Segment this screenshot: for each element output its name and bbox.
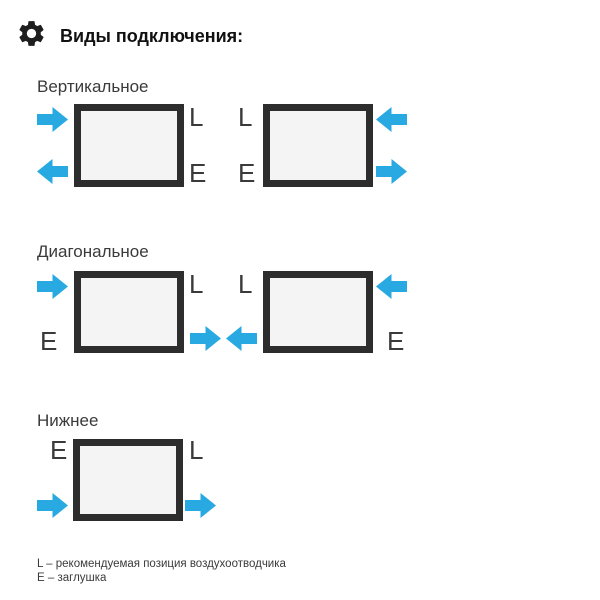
legend-plug: E – заглушка (37, 572, 107, 584)
gear-icon (16, 18, 47, 49)
plug-label: E (189, 158, 207, 188)
air-vent-label: L (238, 269, 253, 299)
flow-outlet-arrow-icon (190, 326, 221, 351)
radiator-box (74, 271, 184, 353)
radiator-box (263, 104, 373, 187)
section-title-vertical: Вертикальное (37, 77, 149, 96)
section-title-bottom: Нижнее (37, 411, 99, 430)
flow-inlet-arrow-icon (376, 274, 407, 299)
air-vent-label: L (189, 102, 204, 132)
flow-inlet-arrow-icon (37, 274, 68, 299)
flow-inlet-arrow-icon (376, 107, 407, 132)
flow-outlet-arrow-icon (37, 159, 68, 184)
flow-outlet-arrow-icon (226, 326, 257, 351)
air-vent-label: L (189, 269, 204, 299)
legend-air-vent: L – рекомендуемая позиция воздухоотводчика (37, 558, 286, 570)
radiator-box (74, 104, 184, 187)
plug-label: E (50, 435, 68, 465)
flow-inlet-arrow-icon (37, 107, 68, 132)
radiator-box (73, 439, 183, 521)
radiator-box (263, 271, 373, 353)
air-vent-label: L (189, 435, 204, 465)
page-title: Виды подключения: (60, 26, 244, 46)
air-vent-label: L (238, 102, 253, 132)
plug-label: E (387, 326, 405, 356)
flow-inlet-arrow-icon (37, 493, 68, 518)
flow-outlet-arrow-icon (376, 159, 407, 184)
flow-outlet-arrow-icon (185, 493, 216, 518)
plug-label: E (238, 158, 256, 188)
plug-label: E (40, 326, 58, 356)
section-title-diagonal: Диагональное (37, 242, 149, 261)
